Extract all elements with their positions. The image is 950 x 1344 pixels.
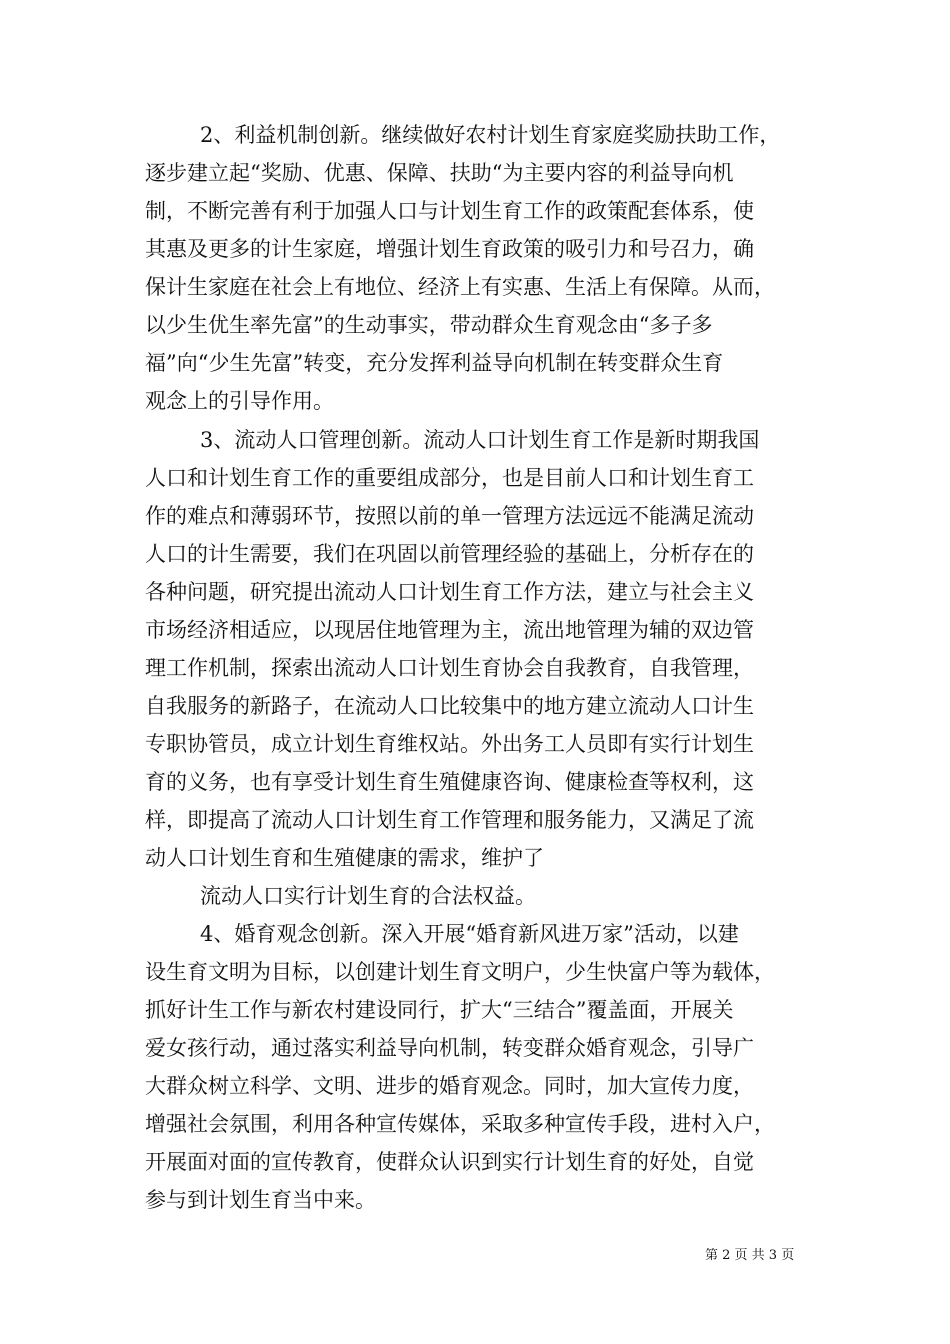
- paragraph-line: 市场经济相适应，以现居住地管理为主，流出地管理为辅的双边管: [145, 618, 754, 642]
- paragraph-line: 大群众树立科学、文明、进步的婚育观念。同时，加大宣传力度，: [145, 1074, 754, 1098]
- paragraph-line: 育的义务，也有享受计划生育生殖健康咨询、健康检查等权利，这: [145, 770, 754, 794]
- paragraph-line: 其惠及更多的计生家庭，增强计划生育政策的吸引力和号召力，确: [145, 237, 754, 261]
- paragraph-line: 观念上的引导作用。: [145, 389, 334, 413]
- paragraph-line: 人口的计生需要，我们在巩固以前管理经验的基础上，分析存在的: [145, 542, 754, 566]
- paragraph-line: 参与到计划生育当中来。: [145, 1188, 376, 1212]
- paragraph-line: 爱女孩行动，通过落实利益导向机制，转变群众婚育观念，引导广: [145, 1036, 754, 1060]
- paragraph-line: 保计生家庭在社会上有地位、经济上有实惠、生活上有保障。从而，: [145, 275, 775, 299]
- paragraph-line: 样，即提高了流动人口计划生育工作管理和服务能力，又满足了流: [145, 808, 754, 832]
- paragraph-line: 抓好计生工作与新农村建设同行，扩大“三结合”覆盖面，开展关: [145, 998, 734, 1022]
- paragraph-line: 福”向“少生先富”转变，充分发挥利益导向机制在转变群众生育: [145, 351, 724, 375]
- paragraph-line: 人口和计划生育工作的重要组成部分，也是目前人口和计划生育工: [145, 466, 754, 490]
- paragraph-line: 4、婚育观念创新。深入开展“婚育新风进万家”活动，以建: [200, 922, 739, 946]
- paragraph-line: 动人口计划生育和生殖健康的需求，维护了: [145, 846, 544, 870]
- paragraph-line: 作的难点和薄弱环节，按照以前的单一管理方法远远不能满足流动: [145, 504, 754, 528]
- paragraph-line: 自我服务的新路子，在流动人口比较集中的地方建立流动人口计生: [145, 694, 754, 718]
- paragraph-line: 专职协管员，成立计划生育维权站。外出务工人员即有实行计划生: [145, 732, 754, 756]
- page-footer: 第 2 页 共 3 页: [705, 1248, 795, 1263]
- paragraph-line: 逐步建立起“奖励、优惠、保障、扶助“为主要内容的利益导向机: [145, 161, 734, 185]
- paragraph-line: 制，不断完善有利于加强人口与计划生育工作的政策配套体系，使: [145, 199, 754, 223]
- paragraph-line: 以少生优生率先富”的生动事实，带动群众生育观念由“多子多: [145, 313, 713, 337]
- paragraph-line: 增强社会氛围，利用各种宣传媒体，采取多种宣传手段，进村入户，: [145, 1112, 775, 1136]
- paragraph-line: 3、流动人口管理创新。流动人口计划生育工作是新时期我国: [200, 428, 760, 452]
- paragraph-line: 2、利益机制创新。继续做好农村计划生育家庭奖励扶助工作，: [200, 123, 781, 147]
- paragraph-line: 开展面对面的宣传教育，使群众认识到实行计划生育的好处，自觉: [145, 1150, 754, 1174]
- paragraph-line: 理工作机制，探索出流动人口计划生育协会自我教育，自我管理，: [145, 656, 754, 680]
- paragraph-line: 各种问题，研究提出流动人口计划生育工作方法，建立与社会主义: [145, 580, 754, 604]
- paragraph-line: 流动人口实行计划生育的合法权益。: [200, 884, 536, 908]
- paragraph-line: 设生育文明为目标，以创建计划生育文明户，少生快富户等为载体，: [145, 960, 775, 984]
